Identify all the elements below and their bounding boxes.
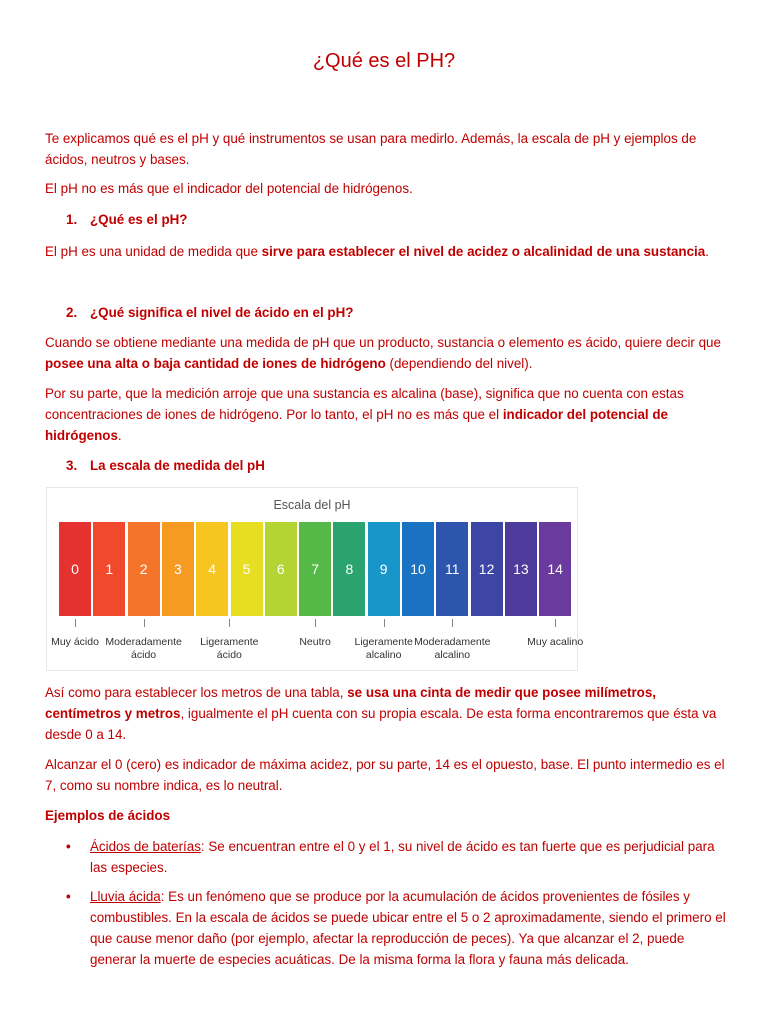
ph-scale-title: Escala del pH xyxy=(273,498,351,512)
example-term: Ácidos de baterías xyxy=(90,839,201,854)
after-figure-paragraph-1 xyxy=(45,682,725,745)
text-run: Por su parte, que la medición arroje que una sustancia es alcalina (base), significa que no cuenta con estas concentraciones de iones de hidrógeno. Por lo tanto, el pH no es más que el xyxy=(45,386,684,422)
scale-label: Moderadamente alcalino xyxy=(414,636,491,661)
section-number: 2. xyxy=(66,305,78,320)
section-1-heading xyxy=(66,209,187,230)
after-figure-paragraph-2: Alcanzar el 0 (cero) es indicador de máxima acidez, por su parte, 14 es el opuesto, base. El punto intermedio es el 7, como su nombre indica, es lo neutral. xyxy=(45,757,725,793)
section-number: 1. xyxy=(66,212,78,227)
ph-level-5: 5 xyxy=(231,522,263,616)
text-run: , igualmente el pH cuenta con su propia escala. De esta forma encontraremos que ésta va desde 0 a 14. xyxy=(45,706,717,742)
text-run: El pH es una unidad de medida que xyxy=(45,244,262,259)
scale-label: Ligeramente ácido xyxy=(200,636,259,661)
section-number: 3. xyxy=(66,458,78,473)
section-1-paragraph xyxy=(45,241,725,262)
ph-level-0: 0 xyxy=(59,522,91,616)
ph-level-12: 12 xyxy=(471,522,503,616)
scale-label: Moderadamente ácido xyxy=(105,636,182,661)
ph-level-8: 8 xyxy=(333,522,365,616)
bullet-icon: • xyxy=(66,839,71,854)
list-item xyxy=(66,836,726,878)
scale-tick xyxy=(555,619,556,627)
ph-level-2: 2 xyxy=(128,522,160,616)
ph-level-11: 11 xyxy=(436,522,468,616)
scale-label: Muy acalino xyxy=(527,636,584,648)
section-3-heading xyxy=(66,455,265,476)
text-run: Así como para establecer los metros de una tabla, xyxy=(45,685,348,700)
ph-scale-bars xyxy=(59,522,571,632)
intro-definition: El pH no es más que el indicador del potencial de hidrógenos. xyxy=(45,181,413,196)
section-2-paragraph-2 xyxy=(45,383,725,446)
ph-level-3: 3 xyxy=(162,522,194,616)
ph-level-13: 13 xyxy=(505,522,537,616)
intro-paragraph: Te explicamos qué es el pH y qué instrumentos se usan para medirlo. Además, la escala de pH y ejemplos de ácidos, neutros y bases. xyxy=(45,131,697,167)
examples-heading: Ejemplos de ácidos xyxy=(45,808,171,823)
ph-level-7: 7 xyxy=(299,522,331,616)
section-heading-text: ¿Qué significa el nivel de ácido en el pH? xyxy=(90,305,354,320)
scale-tick xyxy=(75,619,76,627)
scale-tick xyxy=(229,619,230,627)
section-heading-text: ¿Qué es el pH? xyxy=(90,212,188,227)
section-2-heading xyxy=(66,302,353,323)
ph-level-14: 14 xyxy=(539,522,571,616)
section-heading-text: La escala de medida del pH xyxy=(90,458,265,473)
ph-scale-figure xyxy=(46,487,584,671)
scale-label: Neutro xyxy=(299,636,331,648)
text-run: . xyxy=(117,428,122,443)
scale-label: Ligeramente alcalino xyxy=(354,636,413,661)
text-run: . xyxy=(705,244,709,259)
page-title: ¿Qué es el PH? xyxy=(312,50,456,72)
bold-text-run: sirve para establecer el nivel de acidez o alcalinidad de una sustancia xyxy=(261,244,706,259)
scale-tick xyxy=(384,619,385,627)
ph-level-6: 6 xyxy=(265,522,297,616)
scale-label: Muy ácido xyxy=(51,636,99,648)
list-item xyxy=(66,886,726,970)
bold-text-run: se usa una cinta de medir que posee milímetros, centímetros y metros xyxy=(45,685,657,721)
text-run: (dependiendo del nivel). xyxy=(385,356,533,371)
bold-text-run: posee una alta o baja cantidad de iones de hidrógeno xyxy=(45,356,386,371)
text-run: Cuando se obtiene mediante una medida de pH que un producto, sustancia o elemento es ácido, quiere decir que xyxy=(45,335,721,350)
ph-level-10: 10 xyxy=(402,522,434,616)
scale-tick xyxy=(144,619,145,627)
ph-level-9: 9 xyxy=(368,522,400,616)
bold-text-run: indicador del potencial de hidrógenos xyxy=(45,407,668,443)
example-text: : Es un fenómeno que se produce por la acumulación de ácidos provenientes de fósiles y combustibles. En la escala de ácidos se puede ubicar entre el 5 o 2 aproximadamente, siendo el primero el que cause menor daño (por ejemplo, afectar la reproducción de peces). Ya que alcanzar el 2, puede generar la muerte de especies acuáticas. De la misma forma la flora y fauna más delicada. xyxy=(90,889,726,967)
example-text: : Se encuentran entre el 0 y el 1, su nivel de ácido es tan fuerte que es perjudicial para las especies. xyxy=(90,839,715,875)
ph-level-1: 1 xyxy=(93,522,125,616)
scale-tick xyxy=(315,619,316,627)
bullet-icon: • xyxy=(66,889,71,904)
scale-tick xyxy=(452,619,453,627)
ph-level-4: 4 xyxy=(196,522,228,616)
section-2-paragraph-1 xyxy=(45,332,725,374)
example-term: Lluvia ácida xyxy=(90,889,161,904)
